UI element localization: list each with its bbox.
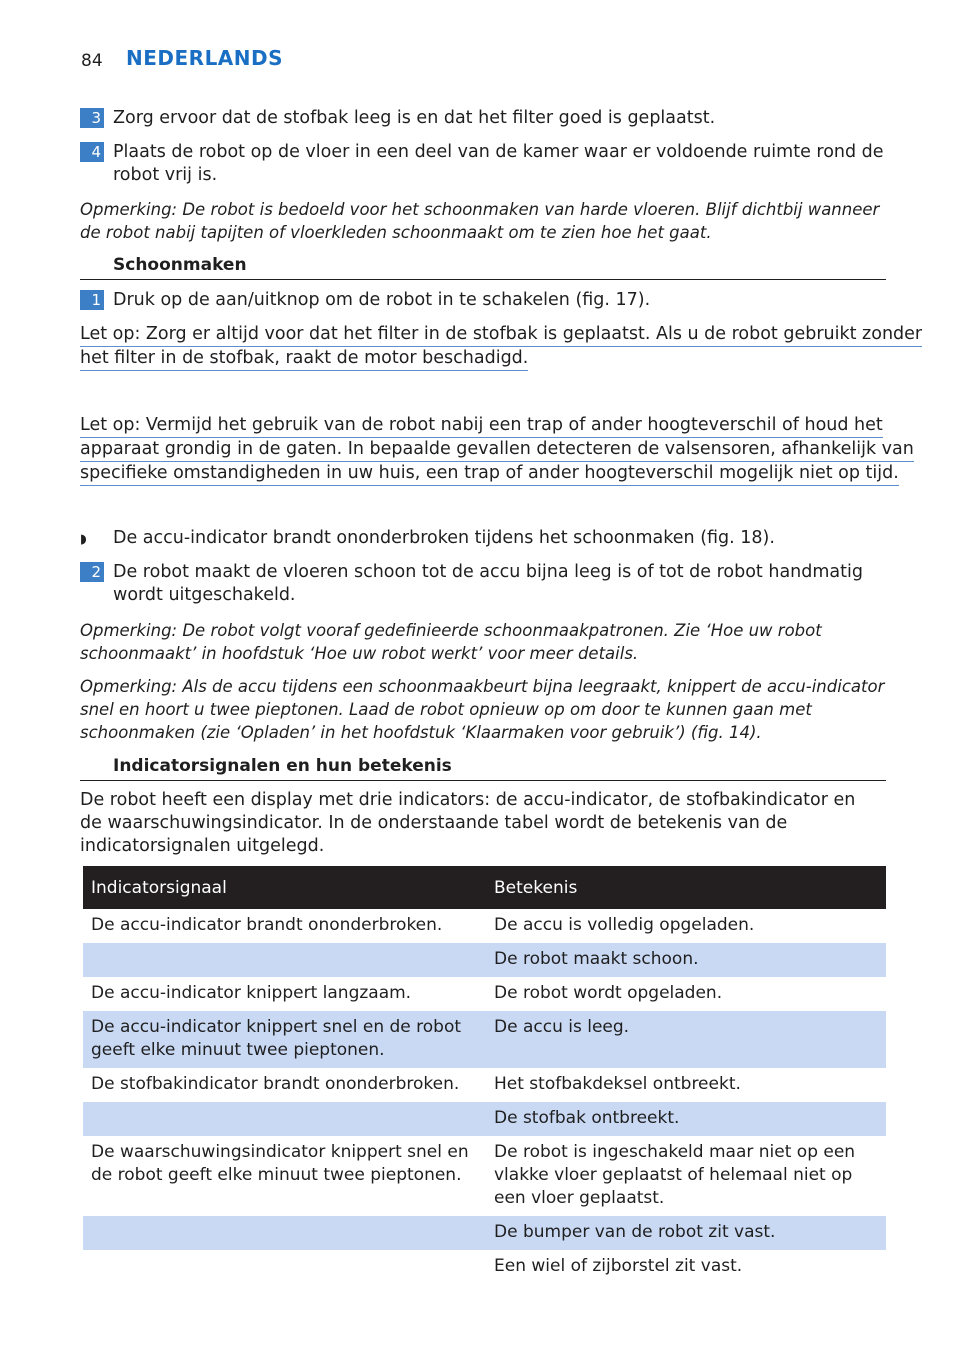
table-cell: De stofbak ontbreekt. bbox=[486, 1102, 886, 1136]
table-row bbox=[83, 1250, 886, 1284]
bullet-icon: ◗ bbox=[80, 532, 87, 547]
table-cell bbox=[83, 1250, 486, 1284]
table-cell: Een wiel of zijborstel zit vast. bbox=[494, 1256, 743, 1276]
section-title-indicators: Indicatorsignalen en hun betekenis bbox=[113, 756, 452, 776]
note-cleaning-patterns: Opmerking: De robot volgt vooraf gedefinieerde schoonmaakpatronen. Zie ‘Hoe uw robot schoonmaakt’ in hoofdstuk ‘Hoe uw robot werkt’ voor meer details. bbox=[80, 621, 822, 663]
step-text: De robot maakt de vloeren schoon tot de accu bijna leeg is of tot de robot handmatig wordt uitgeschakeld. bbox=[113, 562, 863, 605]
warning-line: Let op: Vermijd het gebruik van de robot nabij een trap of ander hoogteverschil of houd het bbox=[80, 414, 883, 438]
warning-line: apparaat grondig in de gaten. In bepaalde gevallen detecteren de valsensoren, afhankelijk van bbox=[80, 438, 914, 462]
section-rule bbox=[80, 780, 886, 781]
section-rule bbox=[80, 279, 886, 280]
step-number: 3 bbox=[80, 108, 104, 128]
step-number: 2 bbox=[80, 562, 104, 582]
step-text: Zorg ervoor dat de stofbak leeg is en dat het filter goed is geplaatst. bbox=[113, 108, 716, 128]
table-cell: De robot wordt opgeladen. bbox=[494, 983, 723, 1003]
section-title-cleaning: Schoonmaken bbox=[113, 255, 247, 275]
table-cell: De accu-indicator knippert snel en de robot geeft elke minuut twee pieptonen. bbox=[83, 1011, 486, 1068]
note-hard-floors: Opmerking: De robot is bedoeld voor het schoonmaken van harde vloeren. Blijf dichtbij wanneer de robot nabij tapijten of vloerkleden schoonmaakt om te zien hoe het gaat. bbox=[80, 200, 880, 242]
table-cell: De accu-indicator knippert langzaam. bbox=[91, 983, 412, 1003]
table-cell: De stofbakindicator brandt ononderbroken. bbox=[91, 1074, 460, 1094]
table-cell: De accu is leeg. bbox=[486, 1011, 886, 1068]
table-cell bbox=[83, 943, 486, 977]
table-cell: De waarschuwingsindicator knippert snel en de robot geeft elke minuut twee pieptonen. bbox=[91, 1142, 469, 1185]
warning-filter bbox=[80, 323, 923, 371]
table-cell bbox=[83, 1102, 486, 1136]
table-cell: De accu-indicator brandt ononderbroken. bbox=[91, 915, 443, 935]
language-title: NEDERLANDS bbox=[126, 46, 284, 70]
table-cell: De robot maakt schoon. bbox=[486, 943, 886, 977]
page-number: 84 bbox=[81, 51, 103, 71]
table-cell: De bumper van de robot zit vast. bbox=[486, 1216, 886, 1250]
table-row bbox=[83, 1136, 886, 1216]
warning-line: specifieke omstandigheden in uw huis, een trap of ander hoogteverschil mogelijk niet op tijd. bbox=[80, 462, 899, 486]
table-row bbox=[83, 1011, 886, 1068]
table-row bbox=[83, 1216, 886, 1250]
table-row bbox=[83, 1102, 886, 1136]
warning-line: Let op: Zorg er altijd voor dat het filter in de stofbak is geplaatst. Als u de robot gebruikt zonder bbox=[80, 323, 922, 347]
table-cell: De robot is ingeschakeld maar niet op een vlakke vloer geplaatst of helemaal niet op een vloer geplaatst. bbox=[494, 1142, 856, 1208]
step-number: 4 bbox=[80, 142, 104, 162]
indicator-table bbox=[83, 866, 886, 1284]
step-text: Plaats de robot op de vloer in een deel van de kamer waar er voldoende ruimte rond de robot vrij is. bbox=[113, 142, 884, 185]
table-header-row bbox=[83, 866, 886, 909]
warning-line: het filter in de stofbak, raakt de motor beschadigd. bbox=[80, 347, 528, 371]
table-cell: De accu is volledig opgeladen. bbox=[494, 915, 755, 935]
table-cell bbox=[83, 1216, 486, 1250]
column-header: Indicatorsignaal bbox=[83, 866, 486, 909]
bullet-text: De accu-indicator brandt ononderbroken tijdens het schoonmaken (fig. 18). bbox=[113, 528, 775, 548]
intro-paragraph: De robot heeft een display met drie indicators: de accu-indicator, de stofbakindicator en de waarschuwingsindicator. In de onderstaande tabel wordt de betekenis van de indicatorsignalen uitgelegd. bbox=[80, 790, 856, 856]
table-row bbox=[83, 977, 886, 1011]
note-battery-low: Opmerking: Als de accu tijdens een schoonmaakbeurt bijna leegraakt, knippert de accu-indicator snel en hoort u twee pieptonen. Laad de robot opnieuw op om door te kunnen gaan met schoonmaken (zie ‘Opladen’ in het hoofdstuk ‘Klaarmaken voor gebruik’) (fig. 14). bbox=[80, 677, 885, 742]
table-row bbox=[83, 909, 886, 943]
table-row bbox=[83, 1068, 886, 1102]
step-number: 1 bbox=[80, 290, 104, 310]
table-row bbox=[83, 943, 886, 977]
column-header: Betekenis bbox=[486, 866, 886, 909]
step-text: Druk op de aan/uitknop om de robot in te schakelen (fig. 17). bbox=[113, 290, 651, 310]
table-cell: Het stofbakdeksel ontbreekt. bbox=[494, 1074, 741, 1094]
warning-stairs bbox=[80, 414, 914, 486]
